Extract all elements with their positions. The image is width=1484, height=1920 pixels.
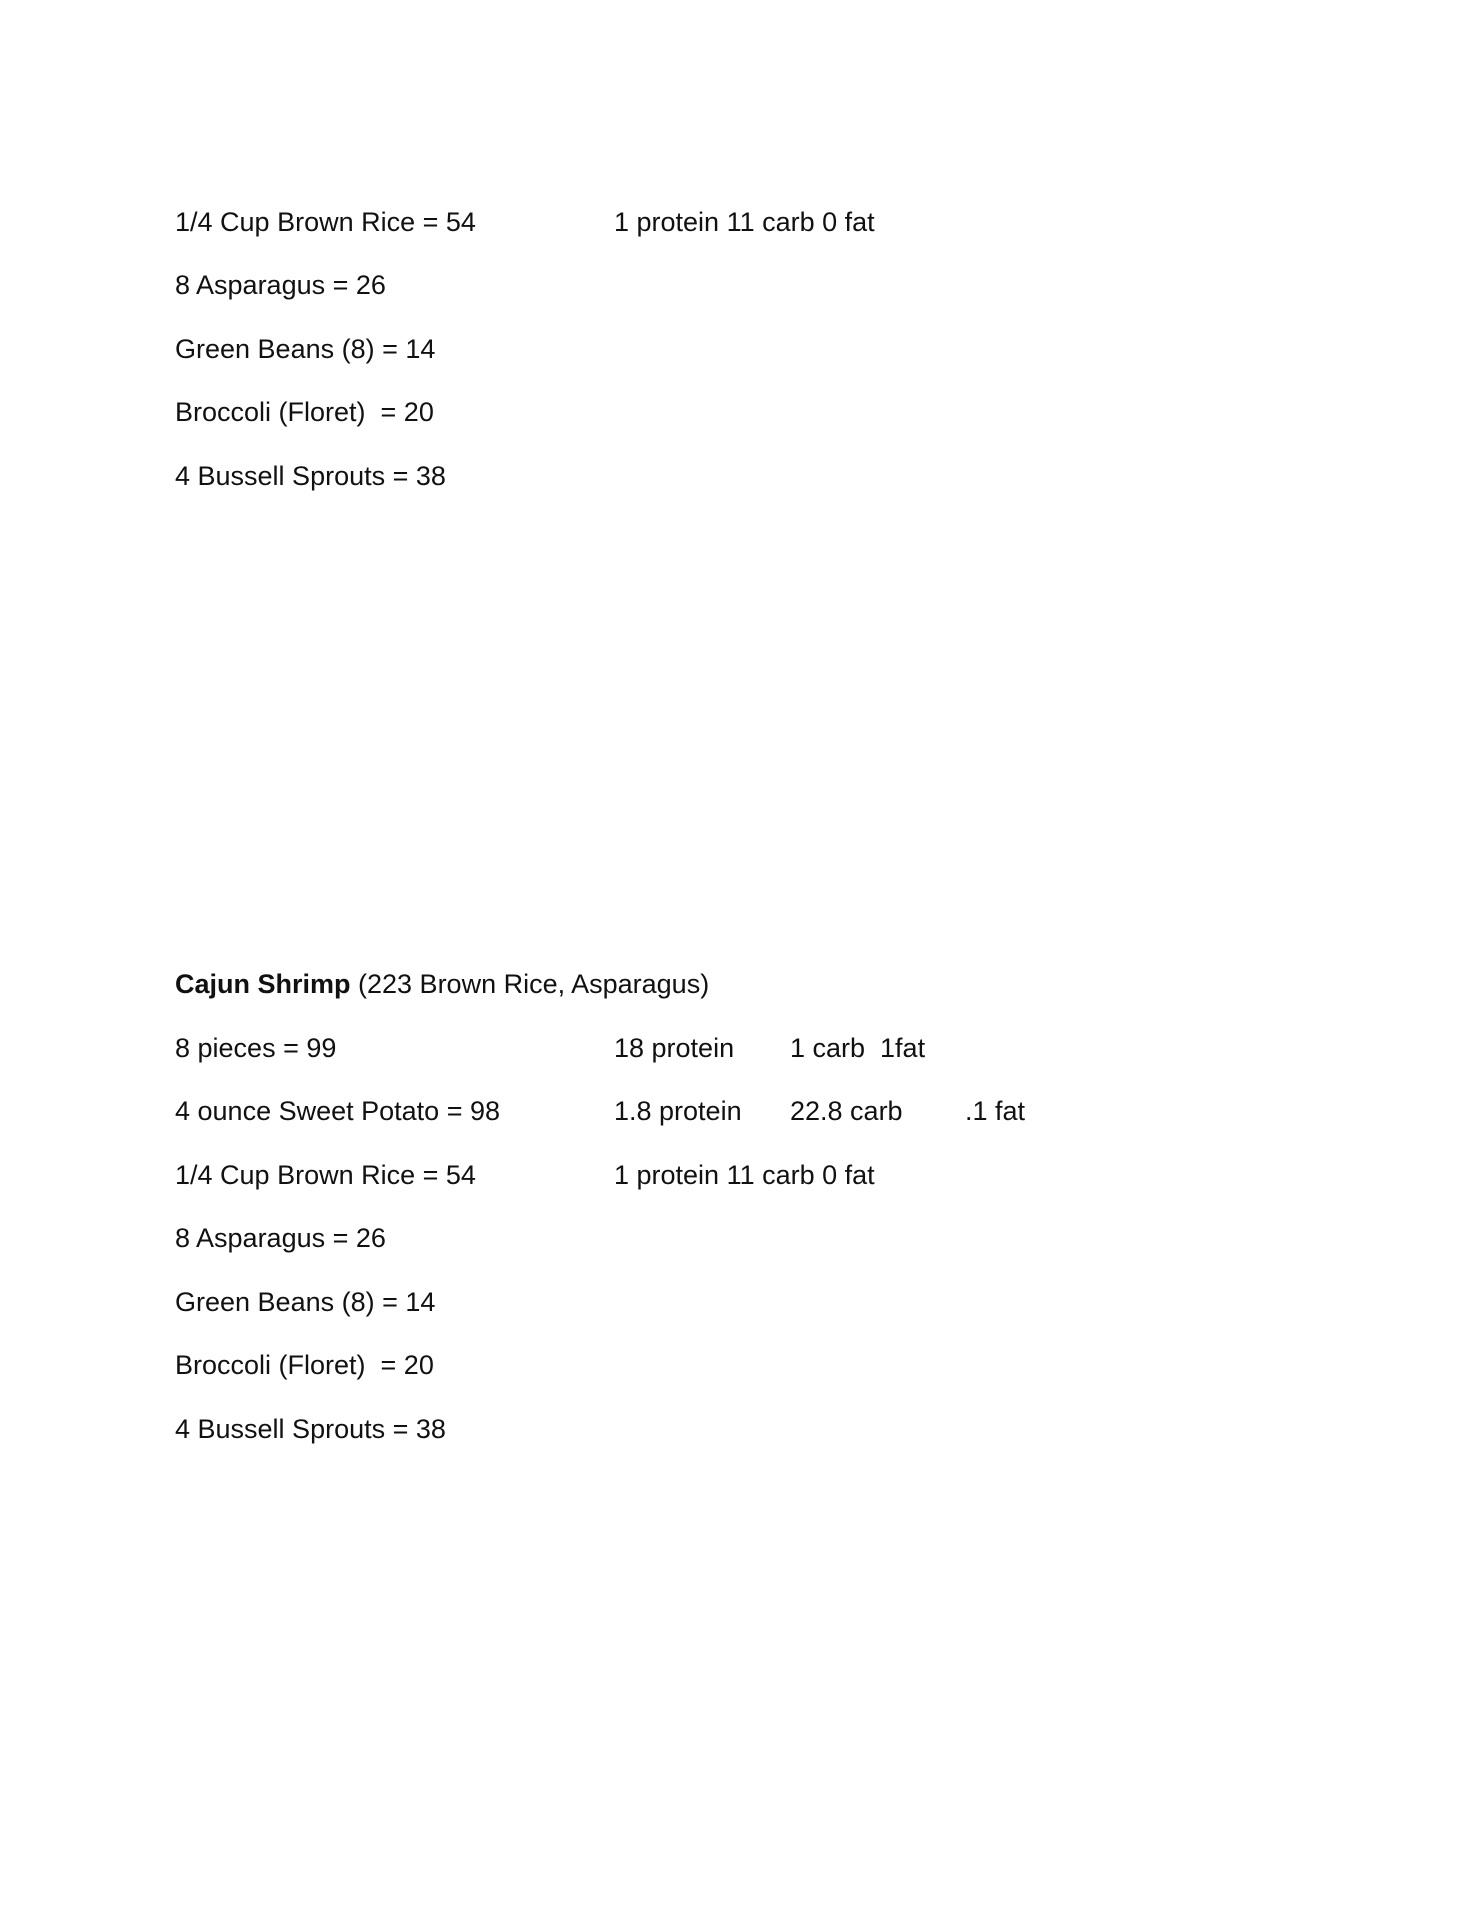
food-item: Green Beans (8) = 14 xyxy=(175,1287,436,1317)
section2-row xyxy=(175,1028,926,1068)
food-item: 8 Asparagus = 26 xyxy=(175,1223,386,1253)
carb: 22.8 carb xyxy=(790,1096,903,1126)
food-item: 4 Bussell Sprouts = 38 xyxy=(175,1414,446,1444)
food-item: 4 ounce Sweet Potato = 98 xyxy=(175,1096,500,1126)
food-item: Green Beans (8) = 14 xyxy=(175,334,436,364)
section2-row xyxy=(175,1218,386,1258)
section2-row xyxy=(175,1091,1026,1131)
recipe-title: Cajun Shrimp xyxy=(175,969,351,999)
section1-row xyxy=(175,329,436,369)
fat: .1 fat xyxy=(965,1096,1026,1126)
food-item: 4 Bussell Sprouts = 38 xyxy=(175,461,446,491)
section1-row xyxy=(175,202,875,242)
carb: 1 carb 1fat xyxy=(790,1033,926,1063)
section2-title xyxy=(175,964,710,1004)
macros: 1 protein 11 carb 0 fat xyxy=(614,1160,875,1190)
food-item: 8 pieces = 99 xyxy=(175,1033,337,1063)
section2-row xyxy=(175,1282,436,1322)
food-item: Broccoli (Floret) = 20 xyxy=(175,397,434,427)
recipe-subtitle: (223 Brown Rice, Asparagus) xyxy=(350,969,710,999)
protein: 1.8 protein xyxy=(614,1096,742,1126)
food-item: 1/4 Cup Brown Rice = 54 xyxy=(175,1160,476,1190)
food-item: Broccoli (Floret) = 20 xyxy=(175,1350,434,1380)
section1-row xyxy=(175,265,386,305)
protein: 18 protein xyxy=(614,1033,735,1063)
section1-row xyxy=(175,456,446,496)
food-item: 1/4 Cup Brown Rice = 54 xyxy=(175,207,476,237)
section2-row xyxy=(175,1345,434,1385)
section2-row xyxy=(175,1155,875,1195)
macros: 1 protein 11 carb 0 fat xyxy=(614,207,875,237)
section1-row xyxy=(175,392,434,432)
section2-row xyxy=(175,1409,446,1449)
food-item: 8 Asparagus = 26 xyxy=(175,270,386,300)
